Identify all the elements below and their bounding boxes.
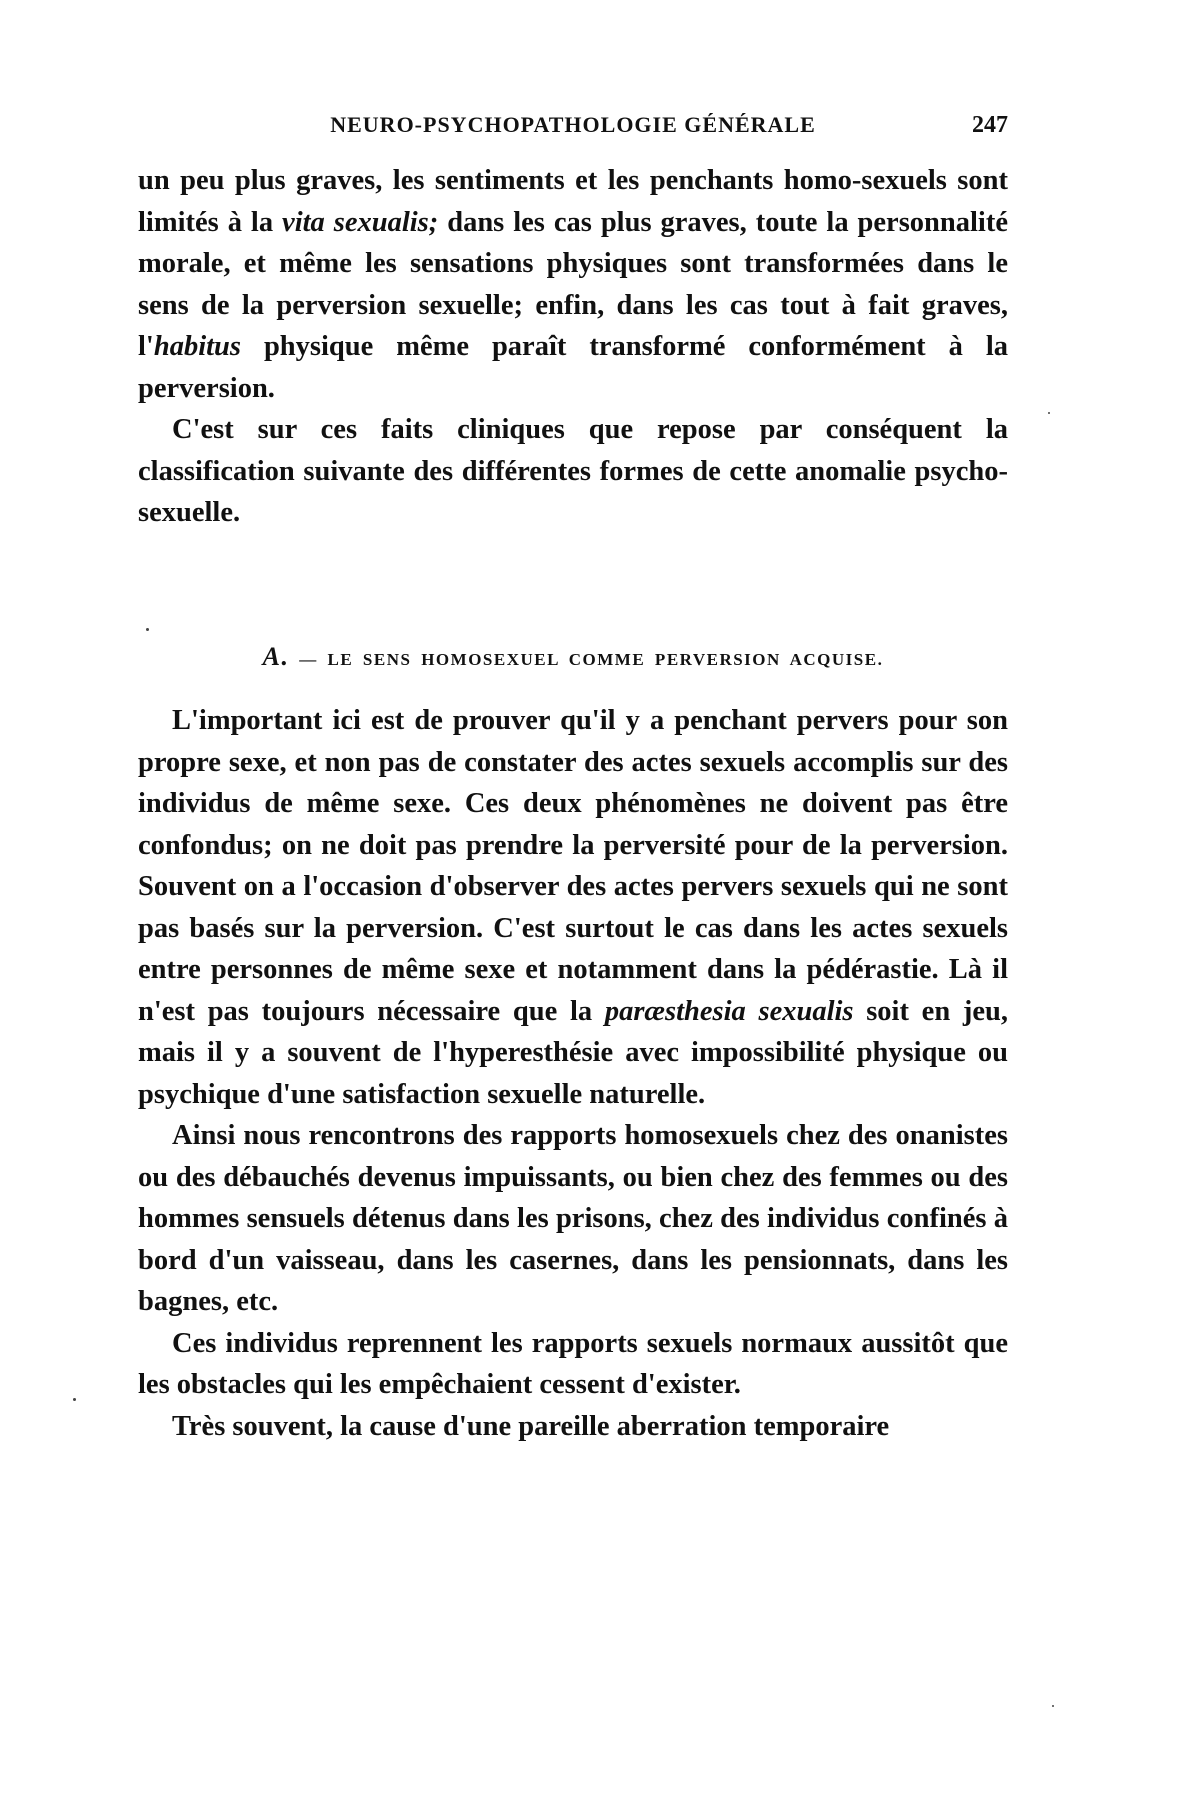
text-run: L'important ici est de prouver qu'il y a penchant pervers pour son propre sexe, et non pas de constater des actes sexuels accomplis sur des individus de même sexe. Ces deux phénomènes ne doivent pas être confondus; on ne doit pas prendre la perversité pour de la perversion. Souvent on a l'occasion d'observer des actes pervers sexuels qui ne sont pas basés sur la perversion. C'est surtout le cas dans les actes sexuels entre personnes de même sexe et notamment dans la pédérastie. Là il n'est pas toujours nécessaire que la bbox=[138, 705, 1008, 1027]
section-heading bbox=[138, 642, 1008, 672]
text-block-top bbox=[138, 160, 1008, 534]
text-run: soit en jeu, mais il y a souvent de l'hyperesthésie avec impossibilité physique ou psychique d'une satisfaction sexuelle naturelle. bbox=[138, 995, 1008, 1110]
page-number: 247 bbox=[972, 112, 1008, 138]
italic-term: habitus bbox=[153, 331, 241, 362]
paragraph bbox=[138, 160, 1008, 409]
italic-term: paræsthesia sexualis bbox=[604, 995, 854, 1027]
section-dash: — bbox=[299, 650, 318, 669]
paragraph: C'est sur ces faits cliniques que repose par conséquent la classification suivante des différentes formes de cette anomalie psycho-sexuelle. bbox=[138, 414, 1008, 528]
print-speck bbox=[146, 628, 149, 631]
text-run: dans les cas plus graves, toute la personnalité morale, et même les sensations physiques sont transformées dans le sens de la perversion sexuelle; enfin, dans les cas tout à fait graves, l' bbox=[138, 206, 1008, 362]
text-run: un peu plus graves, les sentiments et les penchants homo-sexuels sont limités à la bbox=[138, 165, 1008, 238]
italic-term: vita sexualis; bbox=[282, 206, 439, 238]
text-block-bottom bbox=[138, 700, 1008, 1447]
text-run: physique même paraît transformé conformément à la perversion. bbox=[138, 331, 1008, 404]
paragraph bbox=[138, 700, 1008, 1115]
print-speck bbox=[1048, 412, 1050, 414]
section-title: LE SENS HOMOSEXUEL COMME PERVERSION ACQUISE. bbox=[327, 650, 884, 669]
paragraph: Ces individus reprennent les rapports sexuels normaux aussitôt que les obstacles qui les empêchaient cessent d'exister. bbox=[138, 1327, 1008, 1400]
print-speck bbox=[1052, 1705, 1054, 1707]
paragraph: Ainsi nous rencontrons des rapports homosexuels chez des onanistes ou des débauchés devenus impuissants, ou bien chez des femmes ou des hommes sensuels détenus dans les prisons, chez des individus confinés à bord d'un vaisseau, dans les casernes, dans les pensionnats, dans les bagnes, etc. bbox=[138, 1120, 1008, 1317]
running-title: NEURO-PSYCHOPATHOLOGIE GÉNÉRALE bbox=[330, 112, 816, 137]
print-speck bbox=[73, 1398, 76, 1401]
section-letter: A. bbox=[262, 642, 290, 671]
paragraph: Très souvent, la cause d'une pareille aberration temporaire bbox=[172, 1410, 890, 1442]
running-head bbox=[138, 112, 1008, 152]
